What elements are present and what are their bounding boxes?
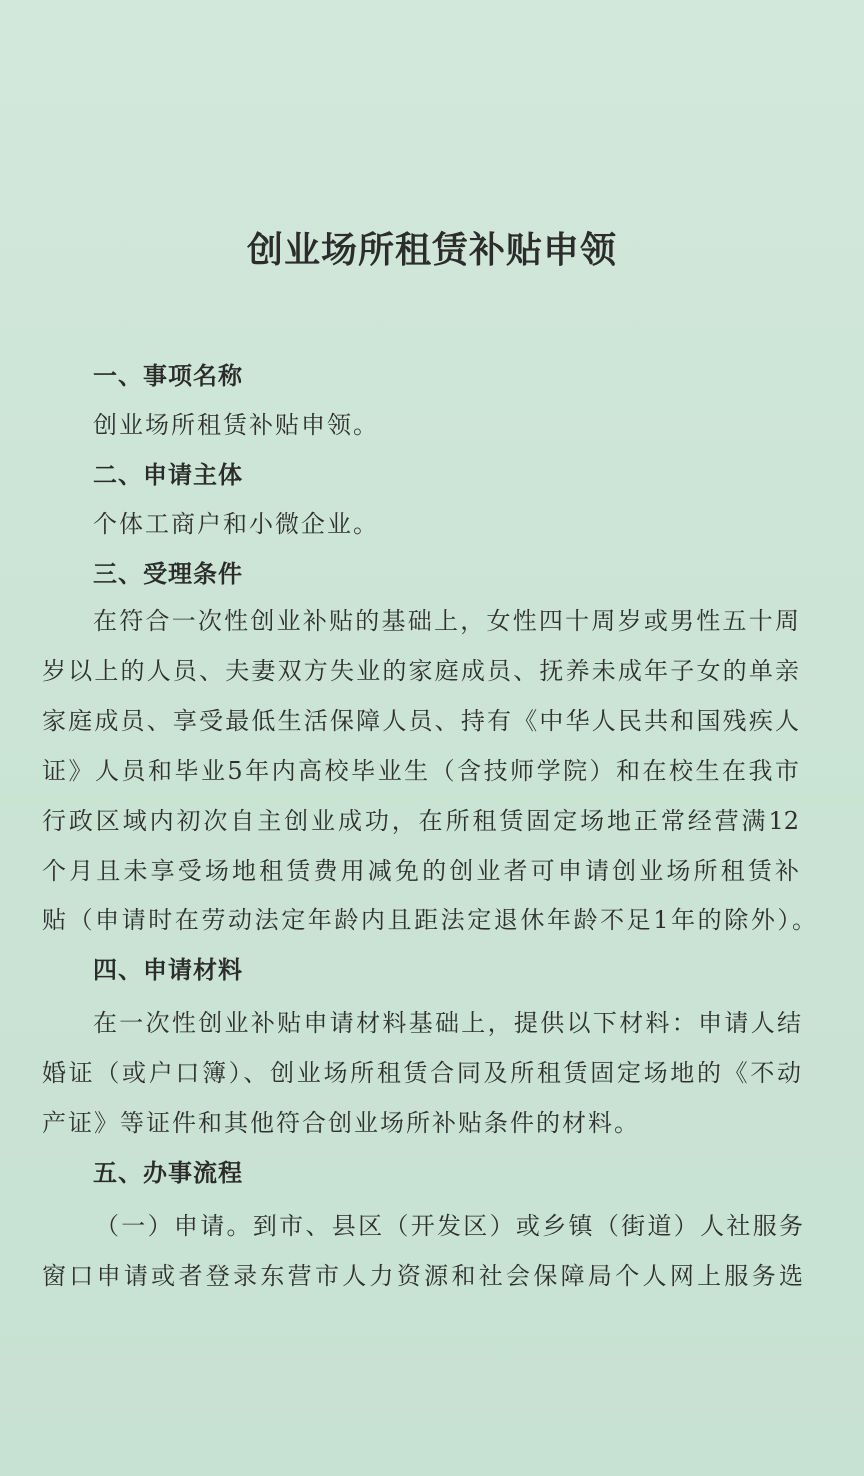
section-3-line-1: 在符合一次性创业补贴的基础上，女性四十周岁或男性五十周 (93, 607, 799, 635)
section-4-line-3: 产证》等证件和其他符合创业场所补贴条件的材料。 (42, 1109, 640, 1137)
section-5-line-1: （一）申请。到市、县区（开发区）或乡镇（街道）人社服务 (95, 1212, 803, 1240)
section-5-heading: 五、办事流程 (93, 1159, 243, 1187)
section-4-line-1: 在一次性创业补贴申请材料基础上，提供以下材料：申请人结 (93, 1009, 801, 1037)
section-3-line-5: 行政区域内初次自主创业成功，在所租赁固定场地正常经营满12 (42, 807, 799, 835)
section-1-heading: 一、事项名称 (93, 362, 243, 390)
document-title: 创业场所租赁补贴申领 (246, 230, 617, 271)
section-1-text: 创业场所租赁补贴申领。 (93, 411, 379, 439)
section-4-heading: 四、申请材料 (93, 956, 243, 984)
section-2-text: 个体工商户和小微企业。 (93, 510, 379, 538)
section-2-heading: 二、申请主体 (93, 461, 243, 489)
section-4-line-2: 婚证（或户口簿）、创业场所租赁合同及所租赁固定场地的《不动 (42, 1059, 801, 1087)
section-5-line-2: 窗口申请或者登录东营市人力资源和社会保障局个人网上服务选 (42, 1262, 803, 1290)
section-3-heading: 三、受理条件 (93, 560, 243, 588)
section-3-line-7: 贴（申请时在劳动法定年龄内且距法定退休年龄不足1年的除外）。 (42, 906, 816, 934)
section-3-line-4: 证》人员和毕业5年内高校毕业生（含技师学院）和在校生在我市 (42, 757, 799, 785)
section-3-line-6: 个月且未享受场地租赁费用减免的创业者可申请创业场所租赁补 (42, 857, 799, 885)
section-3-line-3: 家庭成员、享受最低生活保障人员、持有《中华人民共和国残疾人 (42, 707, 799, 735)
section-3-line-2: 岁以上的人员、夫妻双方失业的家庭成员、抚养未成年子女的单亲 (42, 657, 799, 685)
